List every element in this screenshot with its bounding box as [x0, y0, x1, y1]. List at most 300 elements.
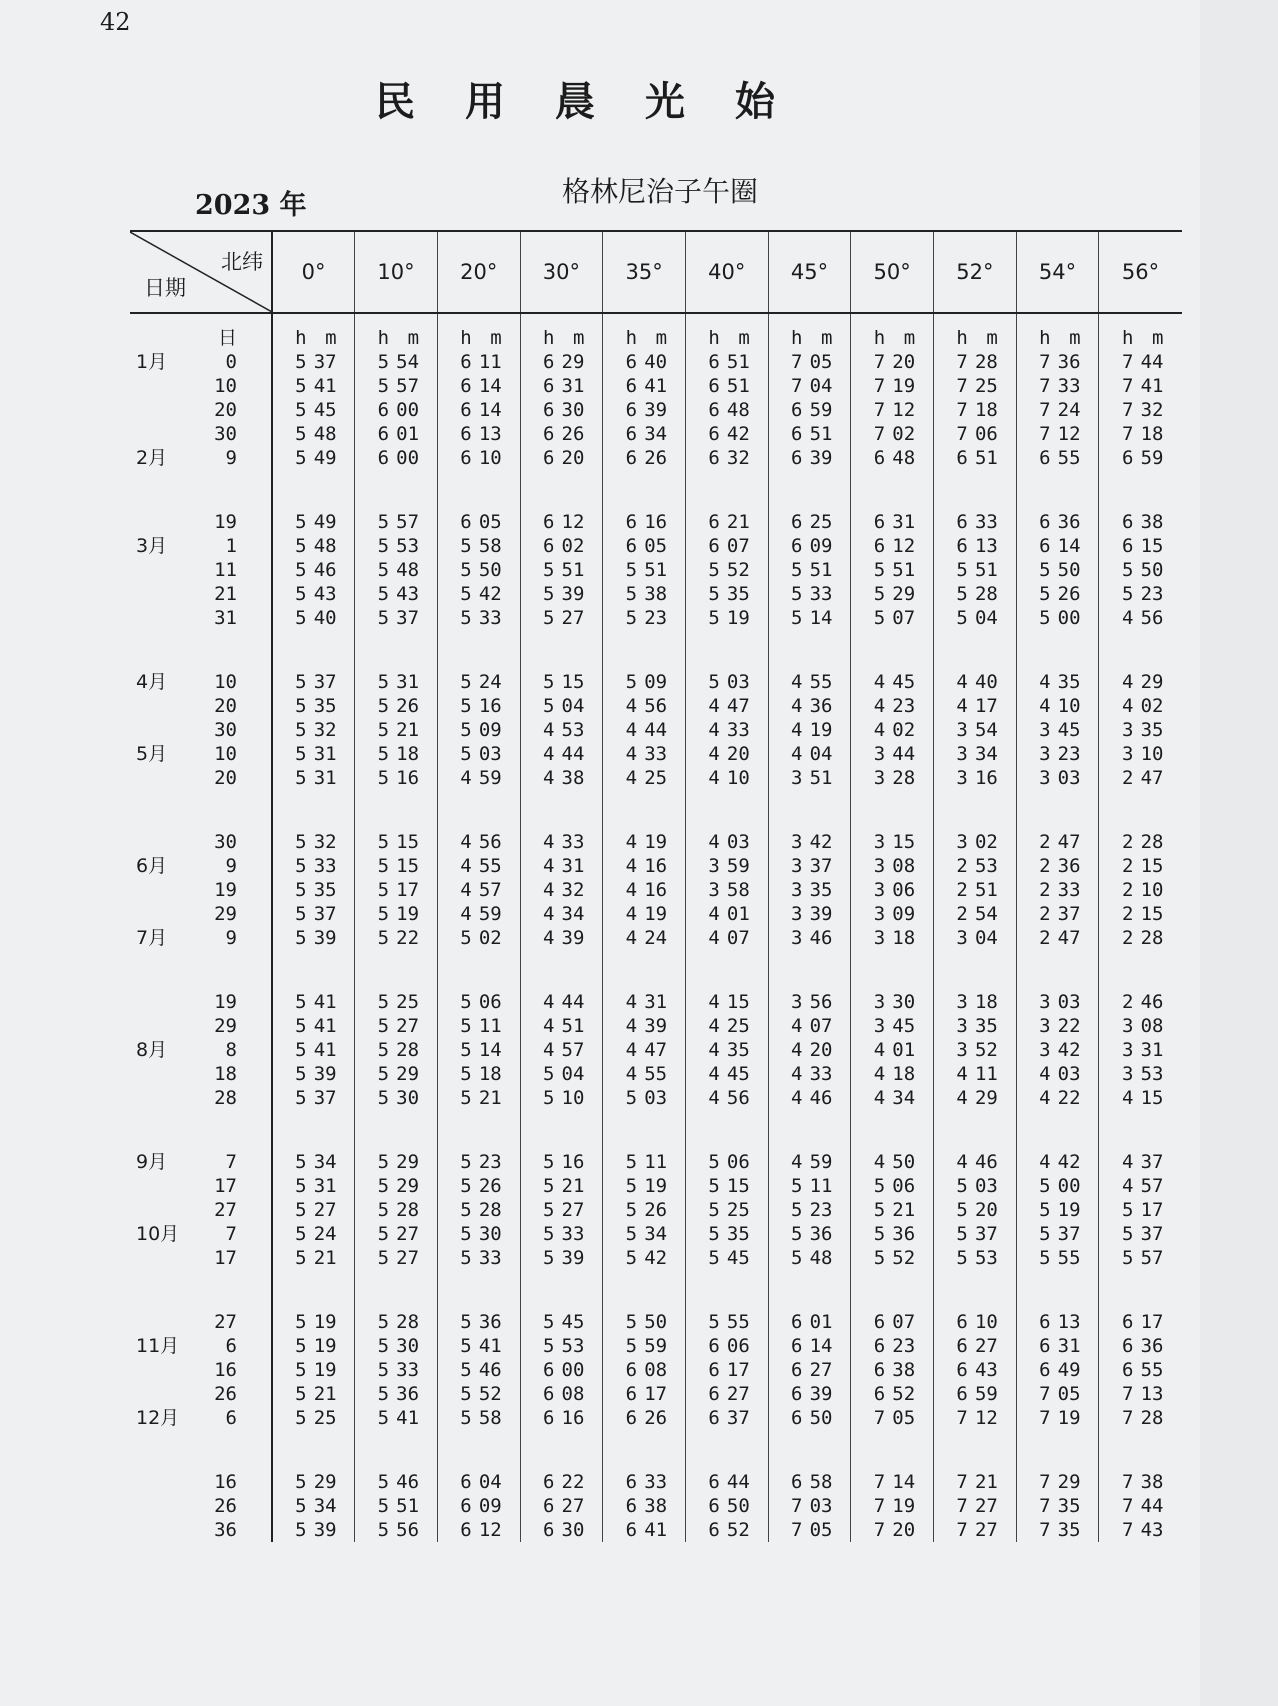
time-hour: 5 [625, 559, 638, 581]
table-row [130, 1222, 1182, 1246]
time-cell [685, 1174, 768, 1198]
time-hour: 6 [1122, 1335, 1134, 1357]
time-cell [520, 1198, 603, 1222]
time-hour: 5 [377, 1519, 390, 1541]
time-minute: 55 [726, 1311, 750, 1333]
time-hour: 5 [295, 1039, 307, 1061]
time-cell [603, 1174, 686, 1198]
day-label: 30 [200, 422, 272, 446]
time-minute: 59 [1140, 447, 1164, 469]
time-hour: 5 [625, 1223, 638, 1245]
latitude-header: 40° [685, 231, 768, 313]
time-cell [437, 902, 520, 926]
time-hour: 4 [956, 695, 968, 717]
time-hour: 4 [625, 719, 638, 741]
time-cell [1016, 1014, 1099, 1038]
time-minute: 37 [1057, 903, 1081, 925]
time-hour: 5 [791, 559, 803, 581]
day-label: 11 [200, 558, 272, 582]
time-cell [272, 422, 355, 446]
time-minute: 42 [644, 1247, 668, 1269]
time-cell [851, 1062, 934, 1086]
table-row [130, 350, 1182, 374]
time-minute: 25 [396, 991, 420, 1013]
time-minute: 47 [1057, 927, 1081, 949]
unit-hour: h [956, 327, 968, 349]
time-cell [934, 1150, 1017, 1174]
time-hour: 4 [625, 831, 638, 853]
time-minute: 16 [644, 855, 668, 877]
time-minute: 42 [478, 583, 502, 605]
time-hour: 4 [542, 991, 555, 1013]
time-hour: 4 [460, 855, 472, 877]
time-cell [520, 670, 603, 694]
time-cell [520, 1038, 603, 1062]
time-minute: 50 [1057, 559, 1081, 581]
time-minute: 03 [809, 1495, 833, 1517]
time-hour: 7 [956, 375, 968, 397]
time-minute: 14 [478, 375, 502, 397]
time-hour: 5 [625, 583, 638, 605]
time-minute: 26 [644, 1199, 668, 1221]
time-minute: 09 [644, 671, 668, 693]
time-minute: 33 [478, 607, 502, 629]
day-label: 1 [200, 534, 272, 558]
time-cell [355, 1382, 438, 1406]
time-minute: 38 [644, 583, 668, 605]
time-cell [1016, 926, 1099, 950]
day-label: 27 [200, 1310, 272, 1334]
time-hour: 6 [791, 399, 803, 421]
time-cell [1099, 1062, 1182, 1086]
time-cell [934, 1174, 1017, 1198]
time-minute: 20 [809, 1039, 833, 1061]
time-minute: 02 [478, 927, 502, 949]
time-hour: 7 [873, 375, 886, 397]
time-hour: 5 [295, 1063, 307, 1085]
time-cell [1016, 1310, 1099, 1334]
time-hour: 5 [791, 1247, 803, 1269]
time-cell [355, 1334, 438, 1358]
time-minute: 30 [396, 1335, 420, 1357]
time-cell [355, 1246, 438, 1270]
time-cell [851, 878, 934, 902]
time-cell [355, 694, 438, 718]
time-minute: 09 [478, 1495, 502, 1517]
month-label [130, 606, 200, 630]
group-spacer [130, 470, 1182, 510]
time-hour: 6 [625, 511, 638, 533]
time-hour: 7 [791, 1519, 803, 1541]
time-cell [520, 1062, 603, 1086]
unit-minute: m [986, 327, 998, 349]
time-cell [520, 510, 603, 534]
time-cell [851, 1014, 934, 1038]
time-cell [1016, 1150, 1099, 1174]
group-spacer [130, 950, 1182, 990]
time-minute: 43 [974, 1359, 998, 1381]
time-cell [685, 350, 768, 374]
time-cell [272, 606, 355, 630]
month-label: 1月 [136, 351, 168, 373]
time-cell [1016, 350, 1099, 374]
time-cell [1016, 1246, 1099, 1270]
time-hour: 6 [1122, 447, 1134, 469]
time-hour: 2 [956, 879, 968, 901]
time-hour: 4 [956, 1151, 968, 1173]
time-minute: 32 [726, 447, 750, 469]
time-minute: 57 [478, 879, 502, 901]
time-hour: 5 [295, 1335, 307, 1357]
table-row [130, 582, 1182, 606]
month-label [130, 1062, 200, 1086]
time-cell [520, 350, 603, 374]
time-minute: 37 [396, 607, 420, 629]
time-hour: 3 [956, 831, 968, 853]
time-hour: 6 [791, 1359, 803, 1381]
time-cell [934, 606, 1017, 630]
time-hour: 5 [708, 583, 720, 605]
time-hour: 4 [708, 831, 720, 853]
time-cell [520, 1174, 603, 1198]
time-hour: 5 [377, 583, 390, 605]
time-cell [851, 1518, 934, 1542]
time-hour: 6 [708, 1495, 720, 1517]
time-cell [1099, 350, 1182, 374]
time-hour: 7 [956, 399, 968, 421]
time-hour: 5 [542, 1335, 555, 1357]
time-cell [603, 718, 686, 742]
time-cell [355, 1150, 438, 1174]
time-hour: 7 [1039, 1383, 1051, 1405]
time-cell [520, 1014, 603, 1038]
time-minute: 32 [561, 879, 585, 901]
time-hour: 5 [542, 1063, 555, 1085]
time-minute: 43 [1140, 1519, 1164, 1541]
unit-hour: h [708, 327, 720, 349]
month-label [130, 1174, 200, 1198]
time-hour: 4 [708, 991, 720, 1013]
time-minute: 51 [809, 559, 833, 581]
time-hour: 3 [791, 927, 803, 949]
time-hour: 6 [542, 351, 555, 373]
table-row [130, 766, 1182, 790]
time-cell [272, 1494, 355, 1518]
time-minute: 14 [809, 1335, 833, 1357]
table-row [130, 670, 1182, 694]
time-cell [520, 694, 603, 718]
time-cell [603, 854, 686, 878]
time-minute: 30 [396, 1087, 420, 1109]
time-hour: 7 [1039, 1495, 1051, 1517]
table-row [130, 446, 1182, 470]
time-minute: 08 [1140, 1015, 1164, 1037]
time-hour: 4 [873, 1063, 886, 1085]
time-hour: 5 [377, 559, 390, 581]
time-minute: 20 [974, 1199, 998, 1221]
twilight-table [130, 230, 1182, 1542]
time-minute: 13 [478, 423, 502, 445]
time-hour: 4 [542, 719, 555, 741]
time-minute: 01 [726, 903, 750, 925]
time-minute: 38 [561, 767, 585, 789]
time-minute: 28 [974, 583, 998, 605]
time-hour: 3 [956, 991, 968, 1013]
time-minute: 34 [313, 1495, 337, 1517]
time-minute: 57 [1140, 1247, 1164, 1269]
time-hour: 5 [377, 1151, 390, 1173]
time-minute: 21 [726, 511, 750, 533]
time-minute: 10 [726, 767, 750, 789]
time-minute: 03 [1057, 1063, 1081, 1085]
time-cell [437, 854, 520, 878]
time-minute: 51 [892, 559, 916, 581]
time-minute: 04 [809, 743, 833, 765]
time-hour: 4 [791, 1039, 803, 1061]
unit-minute: m [1152, 327, 1164, 349]
time-minute: 40 [644, 351, 668, 373]
time-minute: 06 [726, 1335, 750, 1357]
time-hour: 5 [460, 695, 472, 717]
time-hour: 5 [791, 1199, 803, 1221]
time-cell [851, 350, 934, 374]
unit-minute: m [325, 327, 337, 349]
month-label [130, 1310, 200, 1334]
time-hour: 5 [1039, 607, 1051, 629]
time-cell [437, 878, 520, 902]
time-cell [272, 1062, 355, 1086]
time-minute: 17 [1140, 1199, 1164, 1221]
time-minute: 13 [1057, 1311, 1081, 1333]
time-minute: 46 [313, 559, 337, 581]
time-cell [1099, 1406, 1182, 1430]
time-hour: 4 [956, 671, 968, 693]
time-cell [685, 398, 768, 422]
time-cell [355, 558, 438, 582]
time-cell [1016, 854, 1099, 878]
time-hour: 4 [791, 1063, 803, 1085]
time-minute: 06 [726, 1151, 750, 1173]
time-minute: 10 [974, 1311, 998, 1333]
time-hour: 4 [460, 903, 472, 925]
time-minute: 39 [561, 927, 585, 949]
time-cell [272, 1038, 355, 1062]
time-hour: 4 [625, 743, 638, 765]
time-cell [1099, 1198, 1182, 1222]
month-label [130, 1382, 200, 1406]
time-minute: 08 [644, 1359, 668, 1381]
time-cell [437, 670, 520, 694]
time-cell [272, 1310, 355, 1334]
time-cell [685, 1062, 768, 1086]
time-cell [768, 1518, 851, 1542]
header-row [130, 231, 1182, 313]
time-cell [603, 1382, 686, 1406]
time-hour: 7 [956, 351, 968, 373]
time-minute: 05 [809, 351, 833, 373]
time-minute: 27 [561, 1495, 585, 1517]
time-cell [355, 1038, 438, 1062]
time-hour: 6 [542, 1383, 555, 1405]
time-hour: 5 [873, 1247, 886, 1269]
time-cell [355, 606, 438, 630]
time-hour: 4 [1039, 671, 1051, 693]
time-cell [851, 1086, 934, 1110]
time-hour: 6 [956, 447, 968, 469]
group-spacer [130, 1110, 1182, 1150]
time-cell [851, 718, 934, 742]
time-cell [934, 350, 1017, 374]
time-minute: 20 [726, 743, 750, 765]
time-hour: 6 [542, 511, 555, 533]
time-cell [1016, 990, 1099, 1014]
time-minute: 37 [1057, 1223, 1081, 1245]
time-minute: 57 [396, 511, 420, 533]
time-minute: 01 [809, 1311, 833, 1333]
time-hour: 5 [377, 927, 390, 949]
time-minute: 45 [561, 1311, 585, 1333]
time-minute: 02 [561, 535, 585, 557]
time-minute: 28 [396, 1199, 420, 1221]
time-cell [851, 694, 934, 718]
time-hour: 4 [791, 719, 803, 741]
time-minute: 27 [974, 1519, 998, 1541]
time-cell [934, 1310, 1017, 1334]
time-minute: 34 [974, 743, 998, 765]
unit-label [1016, 313, 1099, 350]
time-hour: 3 [708, 879, 720, 901]
time-hour: 5 [956, 1223, 968, 1245]
time-minute: 23 [644, 607, 668, 629]
time-cell [851, 1150, 934, 1174]
latitude-header: 56° [1099, 231, 1182, 313]
day-label: 17 [200, 1246, 272, 1270]
time-minute: 23 [1057, 743, 1081, 765]
time-minute: 13 [1140, 1383, 1164, 1405]
time-hour: 4 [460, 767, 472, 789]
time-minute: 15 [1140, 1087, 1164, 1109]
time-minute: 47 [726, 695, 750, 717]
day-label: 19 [200, 510, 272, 534]
time-cell [768, 718, 851, 742]
time-cell [520, 558, 603, 582]
time-cell [1016, 1174, 1099, 1198]
time-minute: 44 [726, 1471, 750, 1493]
time-cell [437, 1038, 520, 1062]
time-minute: 17 [396, 879, 420, 901]
time-cell [272, 1150, 355, 1174]
time-cell [272, 766, 355, 790]
time-hour: 4 [1122, 1151, 1134, 1173]
time-hour: 6 [873, 1335, 886, 1357]
time-hour: 6 [956, 1383, 968, 1405]
time-hour: 5 [1122, 1199, 1134, 1221]
time-hour: 7 [791, 351, 803, 373]
time-cell [1016, 694, 1099, 718]
time-minute: 31 [561, 375, 585, 397]
time-minute: 24 [478, 671, 502, 693]
time-hour: 6 [542, 535, 555, 557]
unit-label [768, 313, 851, 350]
time-hour: 5 [873, 559, 886, 581]
time-minute: 34 [644, 1223, 668, 1245]
time-minute: 47 [644, 1039, 668, 1061]
time-hour: 6 [956, 511, 968, 533]
time-hour: 6 [1039, 1311, 1051, 1333]
time-hour: 5 [1039, 559, 1051, 581]
time-hour: 4 [791, 1015, 803, 1037]
time-hour: 5 [873, 607, 886, 629]
time-hour: 5 [956, 559, 968, 581]
time-hour: 7 [873, 1407, 886, 1429]
time-cell [603, 350, 686, 374]
time-cell [851, 1246, 934, 1270]
time-cell [520, 374, 603, 398]
time-minute: 39 [561, 1247, 585, 1269]
latitude-label: 北纬 [221, 250, 263, 274]
time-cell [768, 374, 851, 398]
time-hour: 5 [377, 991, 390, 1013]
time-cell [520, 606, 603, 630]
time-hour: 5 [295, 1087, 307, 1109]
time-cell [272, 1222, 355, 1246]
time-minute: 25 [726, 1015, 750, 1037]
time-hour: 5 [873, 1223, 886, 1245]
time-hour: 5 [542, 1087, 555, 1109]
time-hour: 4 [1122, 695, 1134, 717]
time-hour: 6 [873, 1311, 886, 1333]
time-minute: 59 [809, 399, 833, 421]
time-cell [1016, 1334, 1099, 1358]
time-minute: 23 [478, 1151, 502, 1173]
time-minute: 54 [974, 719, 998, 741]
time-cell [768, 534, 851, 558]
time-minute: 41 [313, 991, 337, 1013]
time-cell [355, 1310, 438, 1334]
time-minute: 00 [396, 447, 420, 469]
time-minute: 21 [478, 1087, 502, 1109]
time-hour: 4 [708, 1015, 720, 1037]
time-minute: 32 [313, 831, 337, 853]
time-hour: 5 [377, 1335, 390, 1357]
time-cell [520, 1334, 603, 1358]
unit-label [437, 313, 520, 350]
table-row [130, 422, 1182, 446]
time-hour: 5 [377, 1175, 390, 1197]
time-hour: 6 [377, 399, 390, 421]
time-hour: 7 [956, 1495, 968, 1517]
time-cell [851, 854, 934, 878]
month-label: 6月 [136, 855, 168, 877]
time-hour: 6 [625, 1359, 638, 1381]
time-cell [1016, 902, 1099, 926]
time-minute: 07 [726, 535, 750, 557]
time-cell [520, 1382, 603, 1406]
time-cell [934, 694, 1017, 718]
time-minute: 28 [892, 767, 916, 789]
time-cell [603, 510, 686, 534]
time-cell [1099, 1174, 1182, 1198]
time-cell [437, 398, 520, 422]
time-hour: 4 [708, 1087, 720, 1109]
time-hour: 6 [460, 399, 472, 421]
time-cell [272, 1382, 355, 1406]
table-row [130, 1014, 1182, 1038]
day-label: 27 [200, 1198, 272, 1222]
time-cell [851, 1406, 934, 1430]
time-cell [1016, 422, 1099, 446]
time-cell [272, 1334, 355, 1358]
